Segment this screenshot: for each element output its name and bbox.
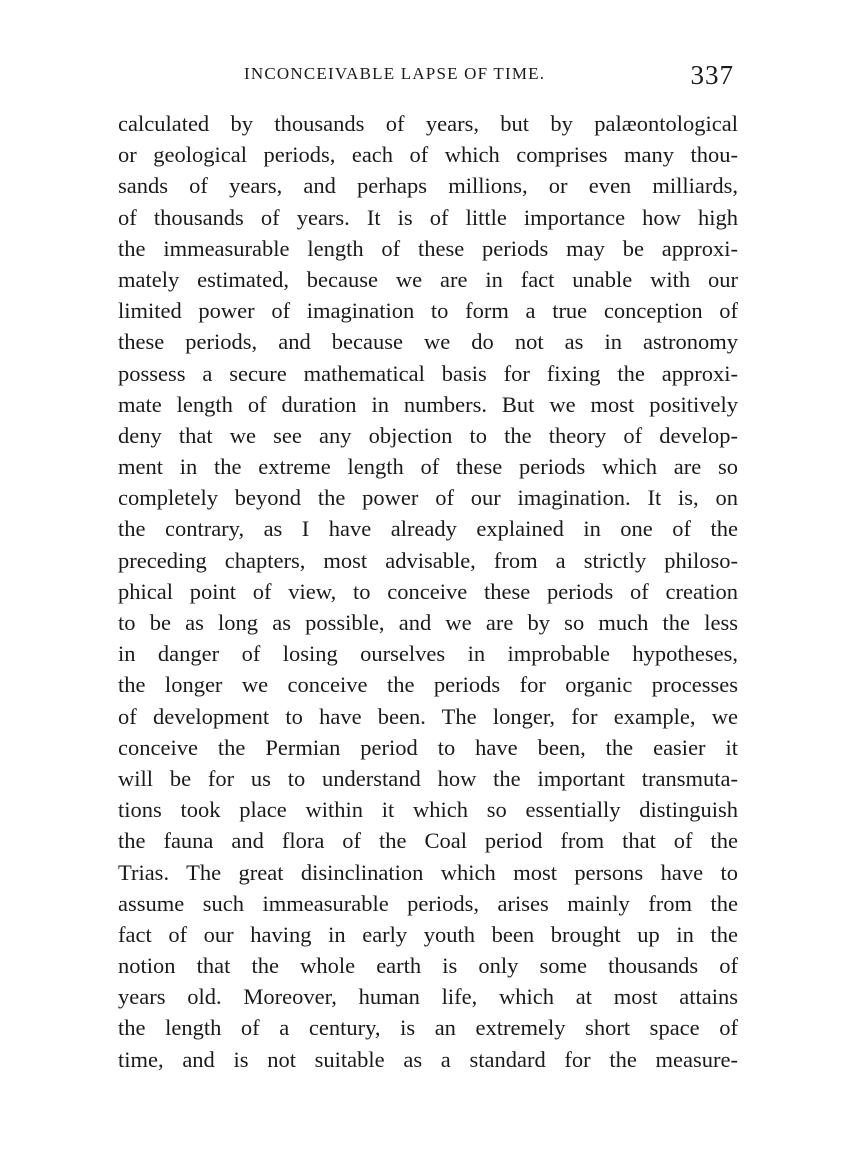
text-line: phical point of view, to conceive these periods of creation xyxy=(118,578,738,604)
body-text xyxy=(118,108,738,1075)
running-title: INCONCEIVABLE LAPSE OF TIME. xyxy=(244,64,546,83)
text-line: notion that the whole earth is only some thousands of xyxy=(118,953,738,979)
text-line: the immeasurable length of these periods may be approxi- xyxy=(118,235,738,261)
text-line: years old. Moreover, human life, which at most attains xyxy=(118,984,738,1010)
page-number: 337 xyxy=(690,60,734,90)
text-line: of thousands of years. It is of little importance how high xyxy=(118,204,738,230)
text-line: completely beyond the power of our imagination. It is, on xyxy=(118,485,738,511)
text-line: will be for us to understand how the important transmuta- xyxy=(118,765,738,791)
running-header xyxy=(118,60,738,94)
text-line: preceding chapters, most advisable, from a strictly philoso- xyxy=(118,547,738,573)
text-line: the contrary, as I have already explained in one of the xyxy=(118,516,738,542)
text-line: assume such immeasurable periods, arises mainly from the xyxy=(118,890,738,916)
text-line: calculated by thousands of years, but by palæontological xyxy=(118,111,738,136)
text-line: possess a secure mathematical basis for fixing the approxi- xyxy=(118,360,738,386)
text-line: sands of years, and perhaps millions, or even milliards, xyxy=(118,173,738,199)
text-line: or geological periods, each of which comprises many thou- xyxy=(118,142,738,168)
text-line: limited power of imagination to form a true conception of xyxy=(118,298,738,324)
text-line: Trias. The great disinclination which most persons have to xyxy=(118,859,738,885)
text-line: of development to have been. The longer, for example, we xyxy=(118,703,738,729)
text-line: the longer we conceive the periods for organic processes xyxy=(118,672,738,698)
text-line: mately estimated, because we are in fact unable with our xyxy=(118,266,738,292)
text-line: conceive the Permian period to have been, the easier it xyxy=(118,734,738,760)
text-line: ment in the extreme length of these periods which are so xyxy=(118,454,738,480)
text-line: to be as long as possible, and we are by so much the less xyxy=(118,610,738,635)
text-line: these periods, and because we do not as in astronomy xyxy=(118,329,738,355)
text-line: in danger of losing ourselves in improbable hypotheses, xyxy=(118,641,738,667)
text-line: tions took place within it which so essentially distinguish xyxy=(118,797,738,823)
text-line: time, and is not suitable as a standard for the measure- xyxy=(118,1046,738,1072)
text-line: mate length of duration in numbers. But we most positively xyxy=(118,391,738,417)
text-line: fact of our having in early youth been brought up in the xyxy=(118,921,738,947)
text-line: the length of a century, is an extremely short space of xyxy=(118,1015,738,1041)
text-line: the fauna and flora of the Coal period from that of the xyxy=(118,828,738,854)
text-line: deny that we see any objection to the theory of develop- xyxy=(118,422,738,448)
